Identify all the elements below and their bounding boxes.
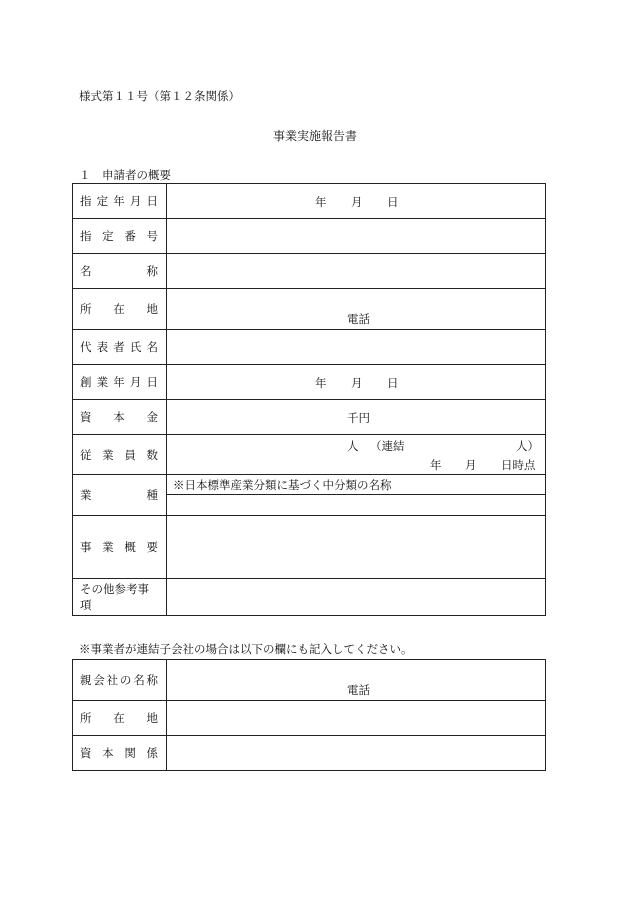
designation-year: 年 [315, 195, 327, 209]
label-char: 者 [113, 340, 125, 354]
employees-consolidated-open: （連結 [370, 439, 405, 453]
label-char: 代 [80, 340, 92, 354]
row-founding-date [73, 365, 546, 400]
capital-relation-field[interactable] [167, 736, 546, 771]
label-char: の [119, 673, 132, 687]
section-heading: １ 申請者の概要 [79, 168, 171, 182]
label-char: 金 [146, 410, 158, 424]
row-employees [73, 435, 546, 475]
label-employees [73, 435, 167, 475]
label-char: 号 [146, 229, 158, 243]
row-capital [73, 400, 546, 435]
applicant-overview-table [72, 183, 546, 616]
label-char: 資 [80, 410, 92, 424]
label-char: 従 [80, 447, 92, 462]
label-char: 本 [113, 410, 125, 424]
row-business-overview [73, 516, 546, 579]
label-char: 年 [113, 375, 125, 389]
label-char: 定 [96, 194, 109, 208]
label-business-overview [73, 516, 167, 579]
row-designation-date [73, 184, 546, 219]
label-char: 名 [80, 264, 92, 278]
parent-phone-label: 電話 [347, 683, 370, 697]
label-char: 地 [146, 302, 158, 316]
label-char: 番 [124, 229, 136, 243]
label-char: 地 [146, 711, 158, 725]
address-phone-label: 電話 [347, 312, 370, 326]
label-capital-relation [73, 736, 167, 771]
employees-unit: 人 [347, 439, 359, 453]
label-char: 定 [102, 229, 114, 243]
subsidiary-note: ※事業者が連結子会社の場合は以下の欄にも記入してください。 [79, 642, 413, 656]
founding-day: 日 [387, 376, 399, 390]
label-char: 本 [102, 746, 114, 760]
label-designation-number [73, 219, 167, 254]
label-char: 月 [129, 375, 142, 389]
label-char: 係 [146, 746, 158, 760]
label-char: 社 [106, 673, 119, 687]
label-char: 氏 [129, 340, 142, 354]
row-parent-name [73, 660, 546, 701]
employees-as-of: 日時点 [501, 458, 536, 472]
label-char: 称 [146, 673, 158, 687]
label-char: 所 [80, 711, 92, 725]
label-char: 名 [133, 673, 145, 687]
address-field[interactable] [167, 289, 546, 330]
employees-consolidated-close: 人） [516, 439, 539, 453]
label-char: 事 [80, 540, 92, 554]
parent-name-field[interactable] [167, 660, 546, 701]
label-capital [73, 400, 167, 435]
founding-month: 月 [351, 376, 363, 390]
label-representative [73, 330, 167, 365]
label-name [73, 254, 167, 289]
designation-number-field[interactable] [167, 219, 546, 254]
label-address [73, 289, 167, 330]
row-parent-address [73, 701, 546, 736]
label-char: 年 [113, 194, 125, 208]
designation-date-field[interactable] [167, 184, 546, 219]
employees-field[interactable] [167, 435, 546, 475]
label-char: 資 [80, 746, 92, 760]
label-char: 数 [146, 447, 158, 462]
label-char: 業 [80, 488, 92, 502]
row-capital-relation [73, 736, 546, 771]
industry-note: ※日本標準産業分類に基づく中分類の名称 [167, 475, 546, 495]
name-field[interactable] [167, 254, 546, 289]
parent-address-field[interactable] [167, 701, 546, 736]
capital-field[interactable] [167, 400, 546, 435]
label-char: 月 [129, 194, 142, 208]
row-name [73, 254, 546, 289]
label-char: 概 [124, 540, 136, 554]
industry-field[interactable] [167, 495, 546, 516]
representative-field[interactable] [167, 330, 546, 365]
label-char: 要 [146, 540, 158, 554]
business-overview-field[interactable] [167, 516, 546, 579]
parent-company-table [72, 659, 546, 771]
label-founding-date [73, 365, 167, 400]
label-char: 関 [124, 746, 136, 760]
label-char: 名 [146, 340, 158, 354]
founding-year: 年 [315, 376, 327, 390]
capital-unit: 千円 [347, 411, 370, 425]
row-industry-note [73, 475, 546, 495]
label-char: 在 [113, 302, 125, 316]
row-designation-number [73, 219, 546, 254]
label-char: 表 [96, 340, 109, 354]
label-char: 会 [93, 673, 105, 687]
label-parent-address [73, 701, 167, 736]
founding-date-field[interactable] [167, 365, 546, 400]
form-number: 様式第１１号（第１２条関係） [79, 89, 240, 103]
designation-day: 日 [387, 195, 399, 209]
document-title: 事業実施報告書 [272, 129, 357, 143]
label-char: 業 [96, 375, 109, 389]
row-representative [73, 330, 546, 365]
label-char: 称 [146, 264, 158, 278]
label-char: 親 [80, 673, 92, 687]
designation-month: 月 [351, 195, 363, 209]
other-field[interactable] [167, 579, 546, 616]
label-other [73, 579, 167, 616]
label-char: 在 [113, 711, 125, 725]
label-char: 創 [80, 375, 92, 389]
label-char: 員 [124, 447, 136, 462]
employees-month: 月 [465, 458, 477, 472]
label-char: 指 [80, 229, 92, 243]
row-other [73, 579, 546, 616]
label-char: 日 [146, 194, 158, 208]
label-char: 業 [102, 540, 114, 554]
label-char: 日 [146, 375, 158, 389]
employees-year: 年 [430, 458, 442, 472]
label-parent-name [73, 660, 167, 701]
row-address [73, 289, 546, 330]
field-label-text: その他参考事項 [80, 582, 149, 612]
label-char: 指 [80, 194, 92, 208]
label-industry [73, 475, 167, 516]
label-char: 所 [80, 302, 92, 316]
label-char: 種 [146, 488, 158, 502]
label-char: 業 [102, 447, 114, 462]
label-designation-date [73, 184, 167, 219]
